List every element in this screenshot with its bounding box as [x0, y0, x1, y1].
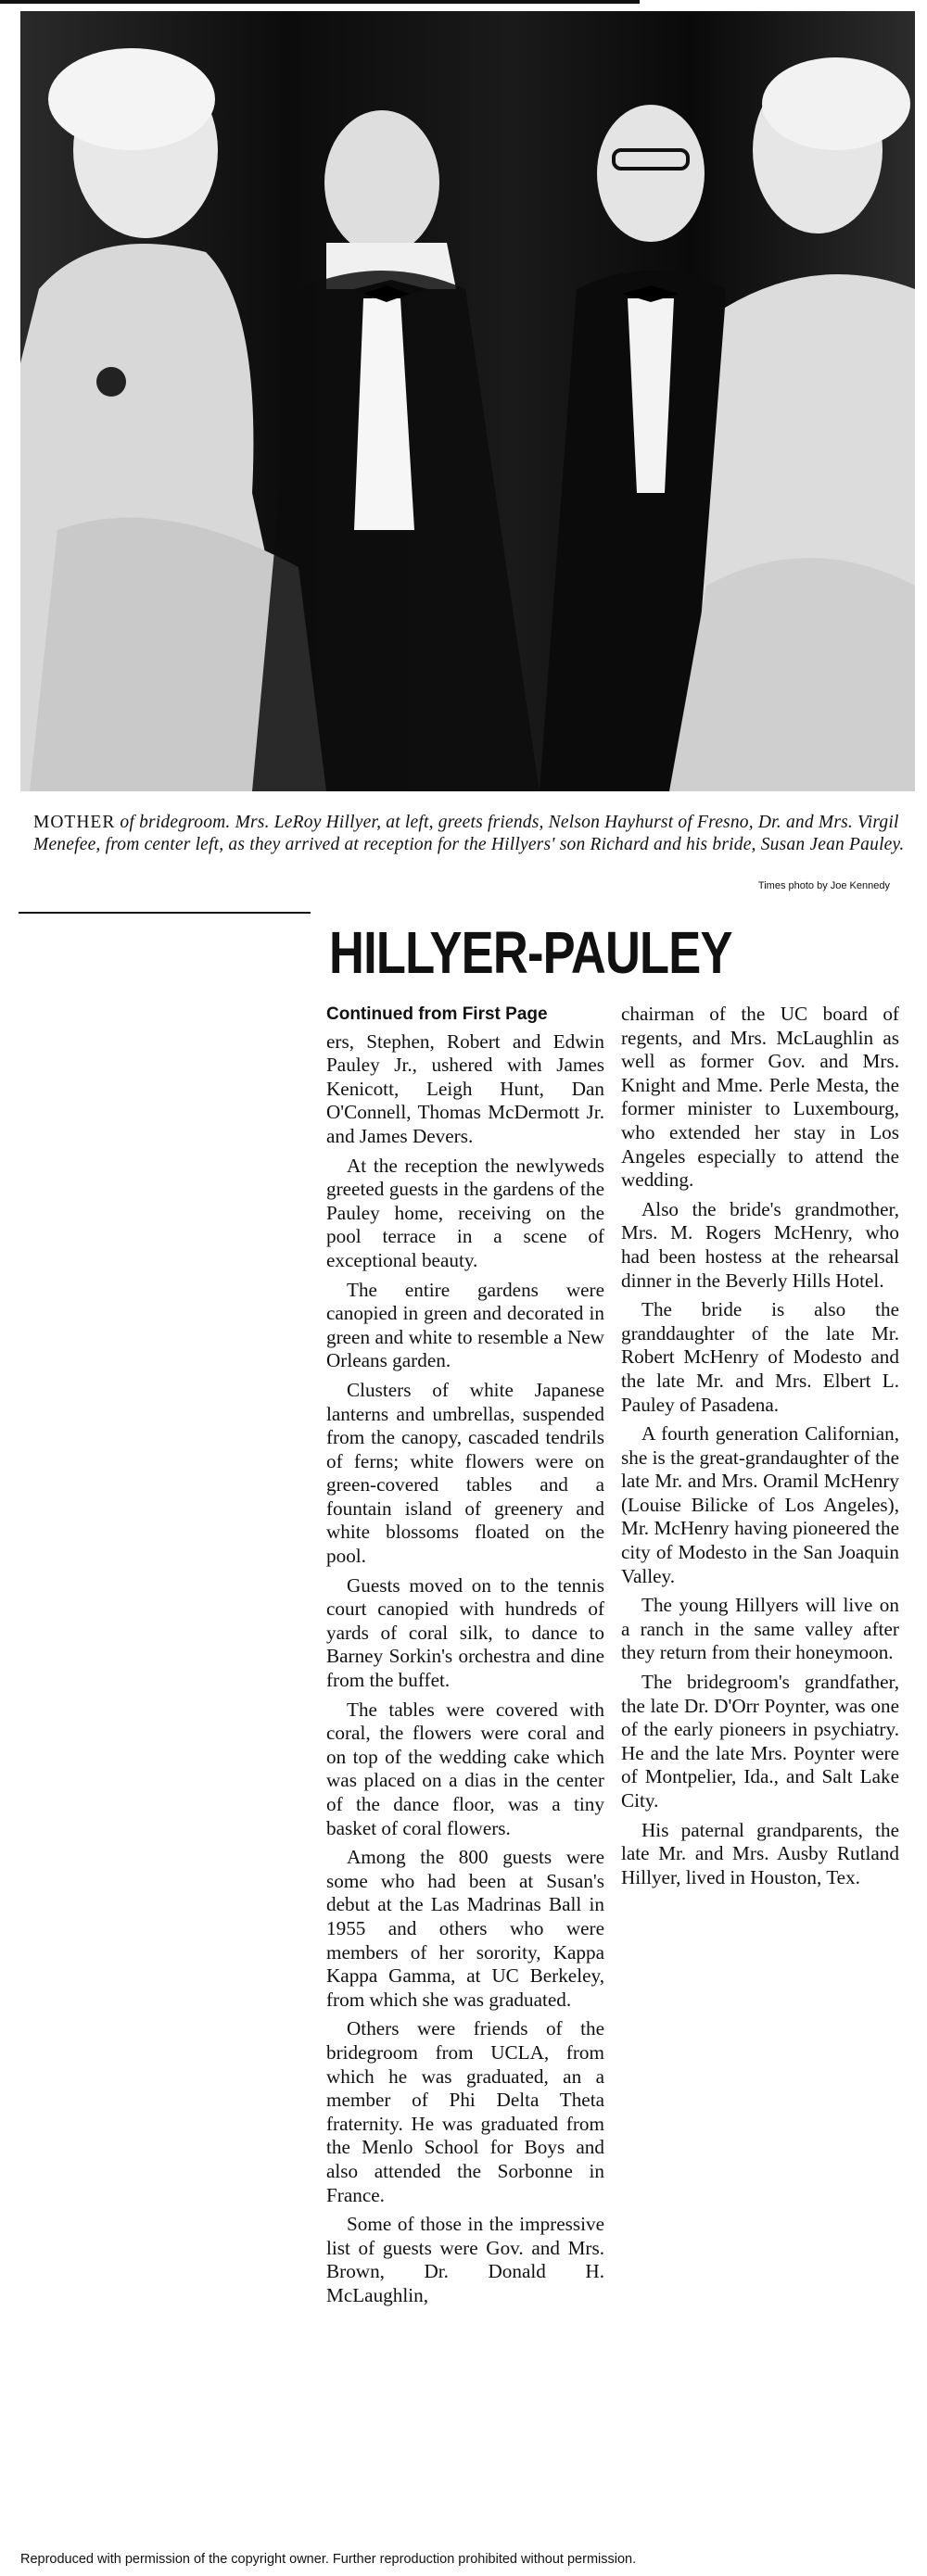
news-photo	[20, 11, 915, 791]
paragraph: chairman of the UC board of regents, and Mrs. McLaughlin as well as former Gov. and Mrs. Knight and Mme. Perle Mesta, the former minister to Luxembourg, who extended her stay in Los Angeles especially to attend the wedding.	[621, 1003, 899, 1192]
caption-text: of bridegroom. Mrs. LeRoy Hillyer, at left, greets friends, Nelson Hayhurst of Fresno, Dr. and Mrs. Virgil Menefee, from center left, as they arrived at reception for the Hillyers' son Richard and his bride, Susan Jean Pauley.	[33, 813, 905, 854]
article-column-1	[326, 1003, 604, 2313]
article-column-2	[621, 1003, 899, 1895]
paragraph: The young Hillyers will live on a ranch in the same valley after they return from their honeymoon.	[621, 1594, 899, 1664]
paragraph: Others were friends of the bridegroom from UCLA, from which he was graduated, an a member of Phi Delta Theta fraternity. He was graduated from the Menlo School for Boys and also attended the Sorbonne in France.	[326, 2017, 604, 2206]
paragraph: Some of those in the impressive list of guests were Gov. and Mrs. Brown, Dr. Donald H. McLaughlin,	[326, 2213, 604, 2306]
paragraph: His paternal grandparents, the late Mr. and Mrs. Ausby Rutland Hillyer, lived in Houston, Tex.	[621, 1818, 899, 1888]
photo-credit: Times photo by Joe Kennedy	[757, 880, 890, 891]
paragraph: At the reception the newlyweds greeted guests in the gardens of the Pauley home, receiving on the pool terrace in a scene of exceptional beauty.	[326, 1154, 604, 1271]
article-headline: HILLYER-PAULEY	[329, 919, 732, 986]
top-rule	[0, 0, 640, 4]
paragraph: The entire gardens were canopied in green and decorated in green and white to resemble a New Orleans garden.	[326, 1278, 604, 1372]
section-rule	[19, 912, 311, 914]
paragraph: ers, Stephen, Robert and Edwin Pauley Jr., ushered with James Kenicott, Leigh Hunt, Dan O'Connell, Thomas McDermott Jr. and James Devers.	[326, 1029, 604, 1147]
paragraph: The bride is also the granddaughter of the late Mr. Robert McHenry of Modesto and the late Mr. and Mrs. Elbert L. Pauley of Pasadena.	[621, 1298, 899, 1416]
paragraph: Clusters of white Japanese lanterns and umbrellas, suspended from the canopy, cascaded tendrils of ferns; white flowers were on green-covered tables and a fountain island of greenery and white blossoms floated on the pool.	[326, 1378, 604, 1568]
paragraph: The tables were covered with coral, the flowers were coral and on top of the wedding cake which was placed on a dias in the center of the dance floor, was a tiny basket of coral flowers.	[326, 1698, 604, 1839]
paragraph: Among the 800 guests were some who had been at Susan's debut at the Las Madrinas Ball in 1955 and others who were members of her sorority, Kappa Kappa Gamma, at UC Berkeley, from which she was graduated.	[326, 1846, 604, 2011]
paragraph: The bridegroom's grandfather, the late Dr. D'Orr Poynter, was one of the early pioneers in psychiatry. He and the late Mrs. Poynter were of Montpelier, Ida., and Salt Lake City.	[621, 1671, 899, 1812]
photo-caption	[33, 812, 905, 856]
paragraph: Also the bride's grandmother, Mrs. M. Rogers McHenry, who had been hostess at the rehearsal dinner in the Beverly Hills Hotel.	[621, 1197, 899, 1292]
paragraph: Guests moved on to the tennis court canopied with hundreds of yards of coral silk, to dance to Barney Sorkin's orchestra and dine from the buffet.	[326, 1573, 604, 1692]
copyright-footer: Reproduced with permission of the copyright owner. Further reproduction prohibited without permission.	[20, 2552, 637, 2567]
caption-lead: MOTHER	[33, 813, 116, 832]
continued-label: Continued from First Page	[326, 1004, 548, 1024]
photo-illustration	[20, 11, 915, 791]
paragraph: A fourth generation Californian, she is the great-grandaughter of the late Mr. and Mrs. Oramil McHenry (Louise Bilicke of Los Angeles), Mr. McHenry having pioneered the city of Modesto in the San Joaquin Valley.	[621, 1422, 899, 1587]
